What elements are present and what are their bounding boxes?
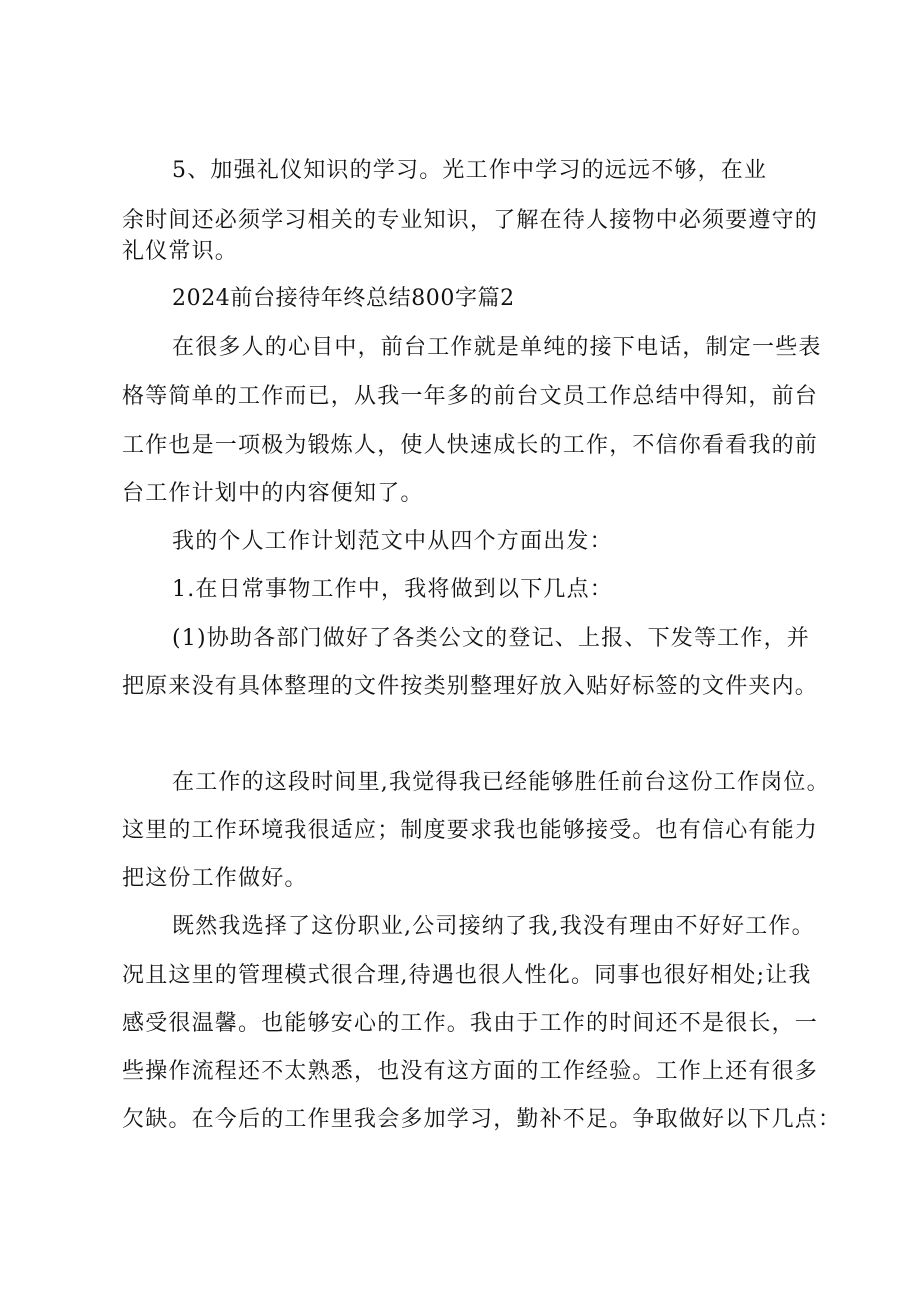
section-title: 2024前台接待年终总结800字篇2 bbox=[172, 286, 515, 311]
paragraph-plan-intro: 我的个人工作计划范文中从四个方面出发： bbox=[172, 529, 613, 554]
paragraph-item5-line1: 5、加强礼仪知识的学习。光工作中学习的远远不够，在业 bbox=[172, 158, 768, 183]
paragraph-career-line1: 既然我选择了这份职业,公司接纳了我,我没有理由不好好工作。 bbox=[172, 914, 815, 939]
paragraph-career-line4: 些操作流程还不太熟悉，也没有这方面的工作经验。工作上还有很多 bbox=[122, 1059, 819, 1084]
paragraph-work-line2: 这里的工作环境我很适应；制度要求我也能够接受。也有信心有能力 bbox=[122, 818, 819, 843]
paragraph-point1: 1.在日常事物工作中，我将做到以下几点： bbox=[172, 577, 613, 602]
paragraph-career-line2: 况且这里的管理模式很合理,待遇也很人性化。同事也很好相处;让我 bbox=[122, 963, 812, 988]
paragraph-intro-line4: 台工作计划中的内容便知了。 bbox=[122, 481, 424, 506]
paragraph-subpoint1-line2: 把原来没有具体整理的文件按类别整理好放入贴好标签的文件夹内。 bbox=[122, 674, 819, 699]
paragraph-work-line1: 在工作的这段时间里,我觉得我已经能够胜任前台这份工作岗位。 bbox=[172, 770, 830, 795]
paragraph-item5-line3: 礼仪常识。 bbox=[122, 239, 239, 264]
paragraph-intro-line3: 工作也是一项极为锻炼人，使人快速成长的工作，不信你看看我的前 bbox=[122, 433, 819, 458]
paragraph-intro-line1: 在很多人的心目中，前台工作就是单纯的接下电话，制定一些表 bbox=[172, 335, 822, 360]
paragraph-work-line3: 把这份工作做好。 bbox=[122, 866, 308, 891]
paragraph-subpoint1-line1: (1)协助各部门做好了各类公文的登记、上报、下发等工作，并 bbox=[172, 626, 810, 651]
paragraph-item5-line2: 余时间还必须学习相关的专业知识，了解在待人接物中必须要遵守的 bbox=[122, 208, 819, 233]
paragraph-career-line3: 感受很温馨。也能够安心的工作。我由于工作的时间还不是很长，一 bbox=[122, 1011, 819, 1036]
paragraph-career-line5: 欠缺。在今后的工作里我会多加学习，勤补不足。争取做好以下几点： bbox=[122, 1107, 842, 1132]
paragraph-intro-line2: 格等简单的工作而已，从我一年多的前台文员工作总结中得知，前台 bbox=[122, 384, 819, 409]
